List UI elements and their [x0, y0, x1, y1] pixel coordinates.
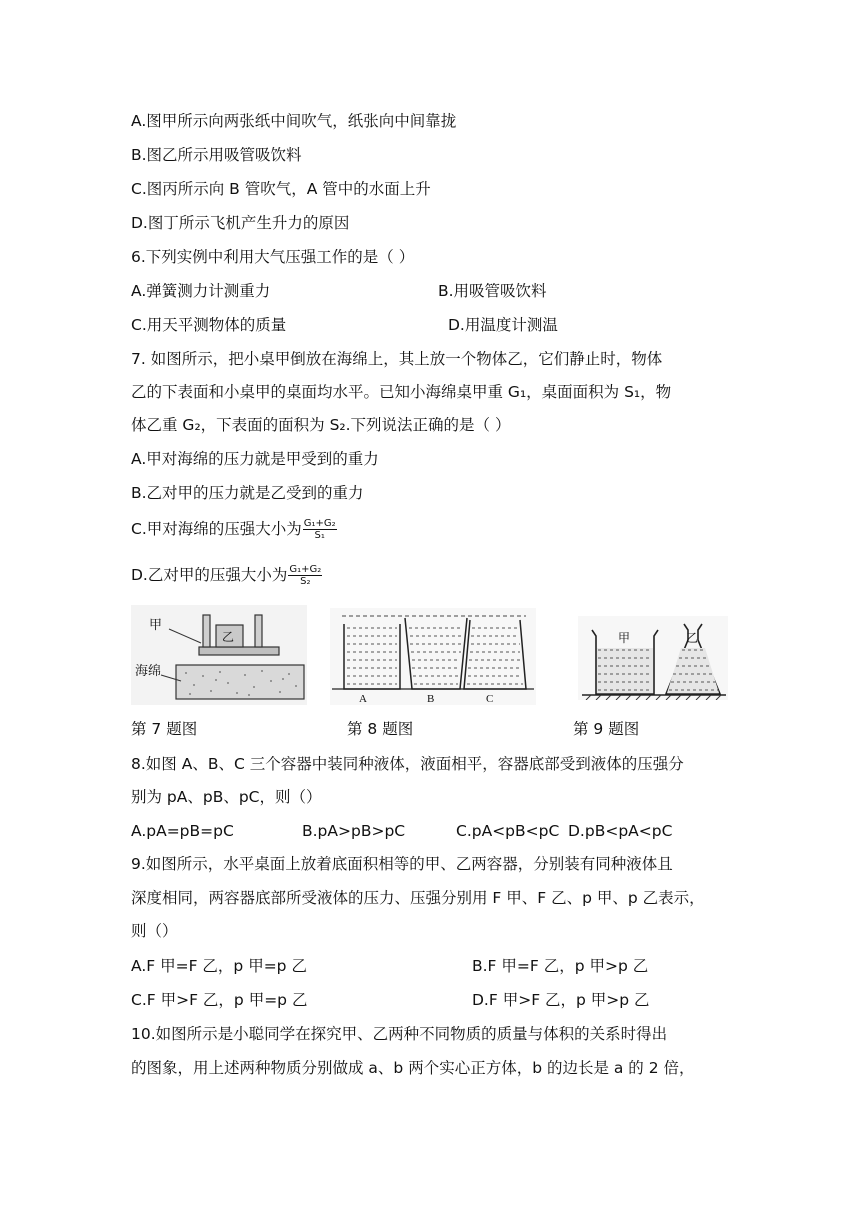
fig8-label-b: B: [427, 693, 435, 705]
q7-stem-line-2: 乙的下表面和小桌甲的桌面均水平。已知小海绵桌甲重 G₁，桌面面积为 S₁，物: [131, 383, 672, 401]
q9-option-b: B.F 甲=F 乙，p 甲>p 乙: [472, 957, 649, 975]
fig7-label-yi: 乙: [222, 630, 235, 644]
q9-option-c: C.F 甲>F 乙，p 甲=p 乙: [131, 991, 308, 1009]
q9-stem-line-3: 则（）: [131, 922, 178, 940]
fraction-denominator: S₂: [300, 576, 311, 587]
q6-option-a: A.弹簧测力计测重力: [131, 282, 271, 300]
q7-option-b: B.乙对甲的压力就是乙受到的重力: [131, 484, 364, 502]
q7-option-c: [131, 518, 337, 541]
q7-stem-line-3: 体乙重 G₂，下表面的面积为 S₂.下列说法正确的是（ ）: [131, 416, 511, 434]
q9-option-d: D.F 甲>F 乙，p 甲>p 乙: [472, 991, 650, 1009]
figure-9: [578, 616, 728, 700]
q5-option-b: B.图乙所示用吸管吸饮料: [131, 146, 302, 164]
fraction-numerator: G₁+G₂: [289, 564, 322, 575]
figure-8: [330, 608, 536, 705]
figure-7: [131, 605, 307, 705]
q7-stem-line-1: 7. 如图所示，把小桌甲倒放在海绵上，其上放一个物体乙，它们静止时，物体: [131, 350, 663, 368]
q7-option-c-fraction: [303, 518, 337, 541]
q7-option-c-text: C.甲对海绵的压强大小为: [131, 520, 302, 538]
q8-option-c: C.pA<pB<pC: [456, 822, 560, 840]
fig9-label-jia: 甲: [618, 631, 631, 645]
q8-option-a: A.pA=pB=pC: [131, 822, 234, 840]
q7-option-d-fraction: [288, 564, 322, 587]
q8-stem-line-2: 别为 pA、pB、pC，则（）: [131, 788, 322, 806]
q9-option-a: A.F 甲=F 乙，p 甲=p 乙: [131, 957, 307, 975]
fig8-label-c: C: [486, 693, 494, 705]
fig8-label-a: A: [359, 693, 367, 705]
fig7-label-sponge: 海绵: [135, 664, 162, 679]
q5-option-a: A.图甲所示向两张纸中间吹气，纸张向中间靠拢: [131, 112, 457, 130]
table-leg-shape: [255, 615, 262, 647]
fig9-label-yi: 乙: [686, 631, 699, 645]
table-leg-shape: [203, 615, 210, 647]
q8-stem-line-1: 8.如图 A、B、C 三个容器中装同种液体，液面相平，容器底部受到液体的压强分: [131, 755, 684, 773]
q9-stem-line-1: 9.如图所示，水平桌面上放着底面积相等的甲、乙两容器，分别装有同种液体且: [131, 855, 673, 873]
q7-option-d-text: D.乙对甲的压强大小为: [131, 566, 288, 584]
q6-option-b: B.用吸管吸饮料: [438, 282, 547, 300]
q6-stem: 6.下列实例中利用大气压强工作的是（ ）: [131, 248, 415, 266]
fig7-label-jia: 甲: [149, 618, 163, 633]
fig7-caption: 第 7 题图: [131, 720, 198, 738]
q5-option-c: C.图丙所示向 B 管吹气，A 管中的水面上升: [131, 180, 431, 198]
table-top-shape: [199, 647, 279, 655]
fig8-caption: 第 8 题图: [347, 720, 414, 738]
q5-option-d: D.图丁所示飞机产生升力的原因: [131, 214, 350, 232]
fraction-denominator: S₁: [314, 530, 325, 541]
q7-option-d: [131, 564, 322, 587]
q9-stem-line-2: 深度相同，两容器底部所受液体的压力、压强分别用 F 甲、F 乙、p 甲、p 乙表示，: [131, 889, 705, 907]
q6-option-c: C.用天平测物体的质量: [131, 316, 287, 334]
q10-stem-line-2: 的图象，用上述两种物质分别做成 a、b 两个实心正方体，b 的边长是 a 的 2 倍，: [131, 1059, 695, 1077]
q8-option-d: D.pB<pA<pC: [568, 822, 673, 840]
q10-stem-line-1: 10.如图所示是小聪同学在探究甲、乙两种不同物质的质量与体积的关系时得出: [131, 1025, 668, 1043]
fig9-caption: 第 9 题图: [573, 720, 640, 738]
q7-option-a: A.甲对海绵的压力就是甲受到的重力: [131, 450, 379, 468]
q8-option-b: B.pA>pB>pC: [302, 822, 406, 840]
q6-option-d: D.用温度计测温: [448, 316, 558, 334]
fraction-numerator: G₁+G₂: [303, 518, 336, 529]
sponge-shape: [176, 665, 304, 699]
beaker-jia-liquid: [597, 648, 653, 693]
